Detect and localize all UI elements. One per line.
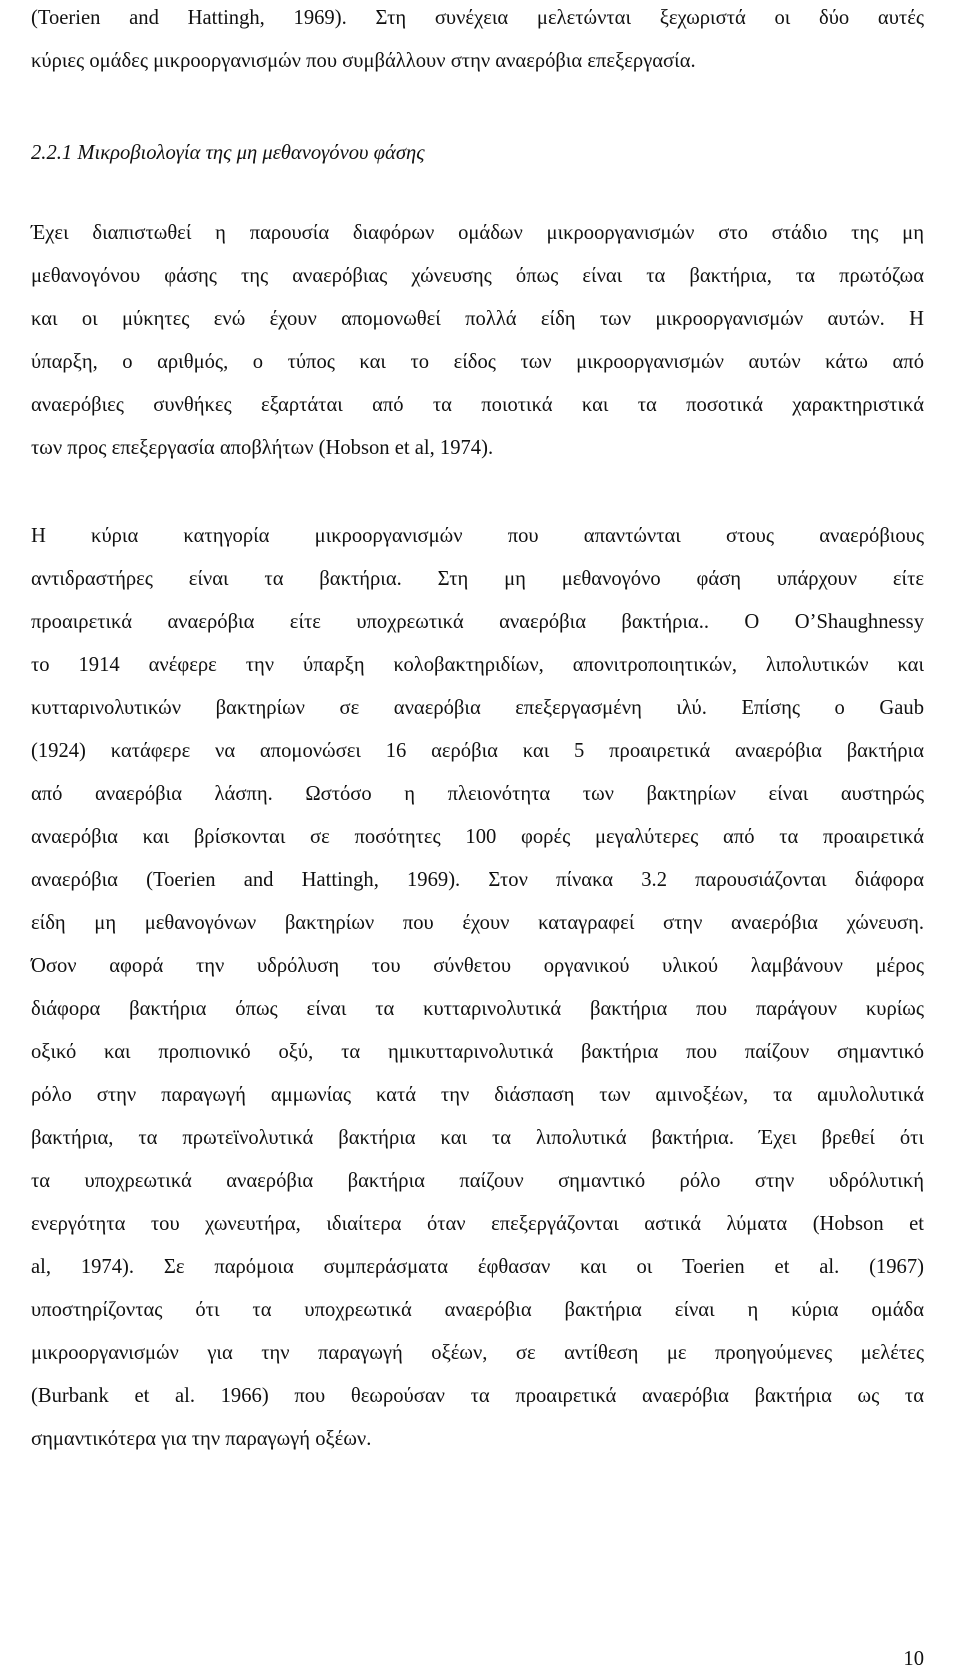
text-line: σημαντικότερα για την παραγωγή οξέων.: [31, 1428, 372, 1450]
text-line: (1924) κατάφερε να απομονώσει 16 αερόβια και 5 προαιρετικά αναερόβια βακτήρια: [31, 740, 924, 762]
text-line: ρόλο στην παραγωγή αμμωνίας κατά την διάσπαση των αμινοξέων, τα αμυλολυτικά: [31, 1084, 924, 1106]
text-line: οξικό και προπιονικό οξύ, τα ημικυτταρινολυτικά βακτήρια που παίζουν σημαντικό: [31, 1041, 924, 1063]
text-line: βακτήρια, τα πρωτεϊνολυτικά βακτήρια και τα λιπολυτικά βακτήρια. Έχει βρεθεί ότι: [31, 1127, 924, 1149]
text-line: τα υποχρεωτικά αναερόβια βακτήρια παίζουν σημαντικό ρόλο στην υδρόλυτική: [31, 1170, 924, 1192]
text-line: των προς επεξεργασία αποβλήτων (Hobson et al, 1974).: [31, 437, 494, 459]
text-line: al, 1974). Σε παρόμοια συμπεράσματα έφθασαν και οι Toerien et al. (1967): [31, 1256, 924, 1278]
text-line: (Burbank et al. 1966) που θεωρούσαν τα προαιρετικά αναερόβια βακτήρια ως τα: [31, 1385, 924, 1407]
text-line: μικροοργανισμών για την παραγωγή οξέων, σε αντίθεση με προηγούμενες μελέτες: [31, 1342, 924, 1364]
text-line: ενεργότητα του χωνευτήρα, ιδιαίτερα όταν επεξεργάζονται αστικά λύματα (Hobson et: [31, 1213, 924, 1235]
text-line: Έχει διαπιστωθεί η παρουσία διαφόρων ομάδων μικροοργανισμών στο στάδιο της μη: [31, 222, 924, 244]
text-line: ύπαρξη, ο αριθμός, ο τύπος και το είδος των μικροοργανισμών αυτών κάτω από: [31, 351, 924, 373]
text-line: προαιρετικά αναερόβια είτε υποχρεωτικά αναερόβια βακτήρια.. Ο O’Shaughnessy: [31, 611, 924, 633]
text-line: υποστηρίζοντας ότι τα υποχρεωτικά αναερόβια βακτήρια είναι η κύρια ομάδα: [31, 1299, 924, 1321]
text-line: αναερόβια και βρίσκονται σε ποσότητες 100 φορές μεγαλύτερες από τα προαιρετικά: [31, 826, 924, 848]
text-line: μεθανογόνου φάσης της αναερόβιας χώνευσης όπως είναι τα βακτήρια, τα πρωτόζωα: [31, 265, 924, 287]
text-line: αντιδραστήρες είναι τα βακτήρια. Στη μη μεθανογόνο φάση υπάρχουν είτε: [31, 568, 924, 590]
text-line: είδη μη μεθανογόνων βακτηρίων που έχουν καταγραφεί στην αναερόβια χώνευση.: [31, 912, 924, 934]
text-line: Η κύρια κατηγορία μικροοργανισμών που απαντώνται στους αναερόβιους: [31, 525, 924, 547]
text-line: κυτταρινολυτικών βακτηρίων σε αναερόβια επεξεργασμένη ιλύ. Επίσης ο Gaub: [31, 697, 924, 719]
page-number: 10: [903, 1648, 924, 1670]
section-heading: 2.2.1 Μικροβιολογία της μη μεθανογόνου φάσης: [31, 142, 425, 164]
document-page: [31, 0, 924, 1678]
text-line: κύριες ομάδες μικροοργανισμών που συμβάλλουν στην αναερόβια επεξεργασία.: [31, 50, 696, 72]
text-line: το 1914 ανέφερε την ύπαρξη κολοβακτηριδίων, απονιτροποιητικών, λιπολυτικών και: [31, 654, 924, 676]
text-line: αναερόβια (Toerien and Hattingh, 1969). Στον πίνακα 3.2 παρουσιάζονται διάφορα: [31, 869, 924, 891]
text-line: διάφορα βακτήρια όπως είναι τα κυτταρινολυτικά βακτήρια που παράγουν κυρίως: [31, 998, 924, 1020]
text-line: Όσον αφορά την υδρόλυση του σύνθετου οργανικού υλικού λαμβάνουν μέρος: [31, 955, 924, 977]
text-line: από αναερόβια λάσπη. Ωστόσο η πλειονότητα των βακτηρίων είναι αυστηρώς: [31, 783, 924, 805]
text-line: (Toerien and Hattingh, 1969). Στη συνέχεια μελετώνται ξεχωριστά οι δύο αυτές: [31, 7, 924, 29]
text-line: αναερόβιες συνθήκες εξαρτάται από τα ποιοτικά και τα ποσοτικά χαρακτηριστικά: [31, 394, 924, 416]
text-line: και οι μύκητες ενώ έχουν απομονωθεί πολλά είδη των μικροοργανισμών αυτών. Η: [31, 308, 924, 330]
